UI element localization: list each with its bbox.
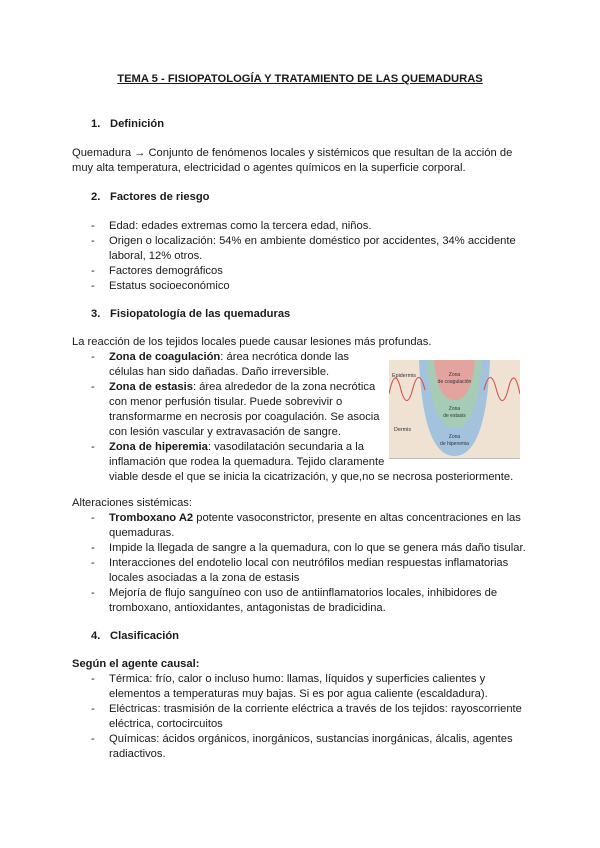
hyperemia-label-1: Zona xyxy=(448,434,461,440)
section-title: Definición xyxy=(110,118,165,130)
dermis-label: Dermis xyxy=(394,427,412,433)
list-item: - Tromboxano A2 potente vasoconstrictor, presente en altas concentraciones en las quemaduras. xyxy=(91,512,521,539)
section-number: 1. xyxy=(91,118,101,130)
section-heading-clasificacion xyxy=(91,629,179,644)
list-item: - Edad: edades extremas como la tercera edad, niños. xyxy=(91,220,372,232)
list-item-zona-coagulacion: - Zona de coagulación: área necrótica donde las células han sido dañadas. Daño irreversible. xyxy=(91,351,350,378)
section-title: Factores de riesgo xyxy=(110,191,210,203)
systemic-list xyxy=(91,511,526,616)
section-number: 3. xyxy=(91,308,101,320)
section-title: Fisiopatología de las quemaduras xyxy=(110,308,291,320)
list-item: - Impide la llegada de sangre a la quemadura, con lo que se genera más daño tisular. xyxy=(91,542,526,554)
definition-paragraph xyxy=(72,146,527,176)
epidermis-label: Epidermis xyxy=(392,373,416,379)
section-title: Clasificación xyxy=(110,630,180,642)
subheading-agente-causal: Según el agente causal: xyxy=(72,658,200,670)
list-item-zona-hiperemia: - Zona de hiperemia: vasodilatación secundaria a la inflamación que rodea la quemadura. Tejido claramente viable desde el que se inicia la cicatrización, y que,no se necrosa posteriormente. xyxy=(91,441,514,483)
list-item: - Origen o localización: 54% en ambiente doméstico por accidentes, 34% accidente laboral, 12% otros. xyxy=(91,235,516,262)
systemic-heading: Alteraciones sistémicas: xyxy=(72,497,192,509)
list-item: - Estatus socioeconómico xyxy=(91,280,230,292)
list-item: - Factores demográficos xyxy=(91,265,223,277)
hyperemia-label-2: de hiperemia xyxy=(440,441,469,447)
burn-zones-diagram xyxy=(389,360,520,458)
section-heading-fisiopatologia xyxy=(91,307,290,322)
risk-factors-list xyxy=(91,219,526,294)
fisiopatologia-intro: La reacción de los tejidos locales puede causar lesiones más profundas. xyxy=(72,336,432,348)
list-item: - Eléctricas: trasmisión de la corriente eléctrica a través de los tejidos: rayoscorriente eléctrica, cortocircuitos xyxy=(91,703,522,730)
list-item: - Interacciones del endotelio local con neutrófilos median respuestas inflamatorias locales asociadas a la zona de estasis xyxy=(91,557,509,584)
page-title: TEMA 5 - FISIOPATOLOGÍA Y TRATAMIENTO DE LAS QUEMADURAS xyxy=(117,73,483,85)
stasis-label-2: de estasis xyxy=(443,413,466,419)
section-number: 2. xyxy=(91,191,101,203)
text-line: muy alta temperatura, electricidad o agentes químicos en la superficie corporal. xyxy=(72,162,466,174)
list-item: - Químicas: ácidos orgánicos, inorgánicos, sustancias inorgánicas, álcalis, agentes radiactivos. xyxy=(91,733,513,760)
coagulation-label-1: Zona xyxy=(448,372,461,378)
stasis-label-1: Zona xyxy=(448,406,461,412)
list-item: - Mejoría de flujo sanguíneo con uso de antiinflamatorios locales, inhibidores de tromboxano, antioxidantes, antagonistas de bradicidina. xyxy=(91,587,498,614)
section-heading-definicion xyxy=(91,117,164,132)
text-line: Quemadura → Conjunto de fenómenos locales y sistémicos que resultan de la acción de xyxy=(72,147,513,159)
list-item-zona-estasis: - Zona de estasis: área alrededor de la zona necrótica con menor perfusión tisular. Puede sobrevivir o transformarme en necrosis por coagulación. Se asocia con lesión vascular y extravasación de sangre. xyxy=(91,381,380,438)
section-number: 4. xyxy=(91,630,101,642)
list-item: - Térmica: frío, calor o incluso humo: llamas, líquidos y superficies calientes y elementos a temperaturas muy bajas. Si es por agua caliente (escaldadura). xyxy=(91,673,488,700)
coagulation-label-2: de coagulación xyxy=(437,379,472,385)
section-heading-factores xyxy=(91,190,209,205)
diagram-divider xyxy=(389,458,520,459)
classification-list xyxy=(91,672,526,762)
